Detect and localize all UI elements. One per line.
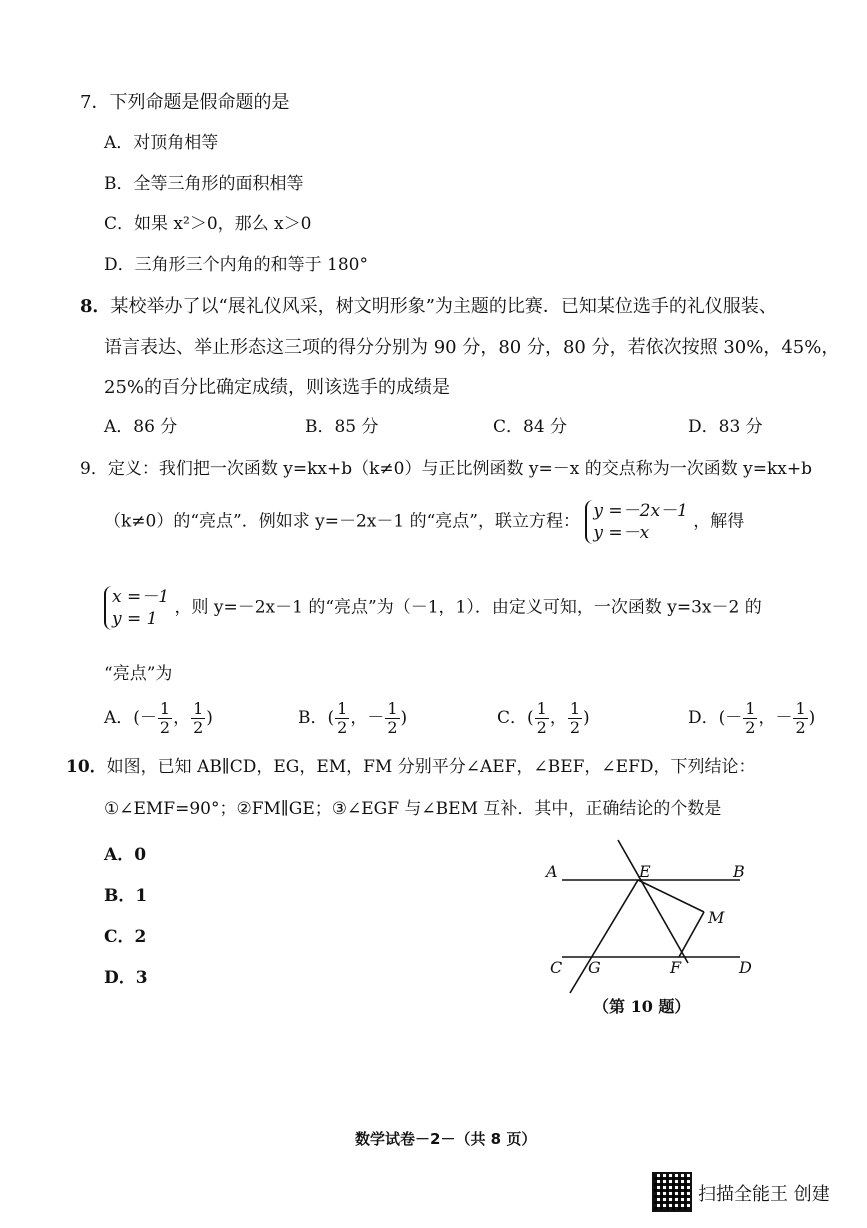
fraction-numerator: 1 xyxy=(193,699,204,718)
q8-option-d: D．83 分 xyxy=(688,417,763,437)
q9-line-3 xyxy=(104,586,762,630)
q7-option-b: B．全等三角形的面积相等 xyxy=(104,174,304,194)
fraction-denominator: 2 xyxy=(795,718,806,737)
fraction-denominator: 2 xyxy=(159,718,171,737)
point-label-g: G xyxy=(588,958,601,977)
q10-option-b: B．1 xyxy=(104,886,148,906)
qr-code-icon xyxy=(652,1172,692,1212)
fraction-numerator: 1 xyxy=(159,699,171,718)
point-label-m: M xyxy=(708,908,725,927)
comma: ， xyxy=(350,708,368,728)
q9-option-c xyxy=(497,700,590,737)
fraction-numerator: 1 xyxy=(536,699,547,718)
q9-text-2b: ，解得 xyxy=(693,511,745,532)
q9-line-2 xyxy=(104,500,744,544)
fraction-numerator: 1 xyxy=(337,699,348,718)
q8-text-1: 某校举办了以“展礼仪风采，树文明形象”为主题的比赛．已知某位选手的礼仪服装、 xyxy=(110,296,777,317)
q9-option-a-label: A． xyxy=(104,708,134,728)
q9-eq-1: y =－2x－1 xyxy=(593,501,688,521)
q9-number: 9． xyxy=(80,459,108,479)
paren-right: ) xyxy=(206,708,213,728)
q8-option-a: A．86 分 xyxy=(104,417,178,437)
fraction-numerator: 1 xyxy=(569,699,581,718)
fraction-denominator: 2 xyxy=(337,718,348,737)
line-fm xyxy=(679,912,704,957)
fraction-half xyxy=(568,700,582,737)
fraction-half xyxy=(191,700,205,737)
point-label-e: E xyxy=(639,862,651,881)
q10-option-c: C．2 xyxy=(104,927,147,947)
q10-figure-caption: （第 10 题） xyxy=(593,997,691,1016)
q9-option-b-label: B． xyxy=(298,708,328,728)
q7-option-d: D．三角形三个内角的和等于 180° xyxy=(104,255,368,275)
minus-sign: － xyxy=(725,708,743,728)
q10-text-1: 如图，已知 AB∥CD，EG，EM，FM 分别平分∠AEF，∠BEF，∠EFD，下列结论： xyxy=(106,757,756,777)
q9-option-b xyxy=(298,700,407,737)
point-label-d: D xyxy=(739,958,752,977)
q9-text-3: ，则 y=－2x－1 的“亮点”为（－1，1）．由定义可知，一次函数 y=3x－2 的 xyxy=(174,597,762,618)
q8-option-c: C．84 分 xyxy=(493,417,568,437)
minus-sign: － xyxy=(139,708,157,728)
q7-stem-line xyxy=(80,92,289,114)
q7-stem: 下列命题是假命题的是 xyxy=(109,92,290,113)
q9-option-d xyxy=(688,700,815,737)
q10-line-2: ①∠EMF=90°；②FM∥GE；③∠EGF 与∠BEM 互补．其中，正确结论的个数是 xyxy=(104,799,722,819)
q7-number: 7． xyxy=(80,92,110,113)
point-label-c: C xyxy=(550,958,563,977)
minus-sign: － xyxy=(367,708,385,728)
fraction-half xyxy=(535,700,549,737)
q9-option-d-label: D． xyxy=(688,708,719,728)
q9-text-2a: （k≠0）的“亮点”．例如求 y=－2x－1 的“亮点”，联立方程： xyxy=(104,511,580,532)
minus-sign: － xyxy=(775,708,793,728)
comma: ， xyxy=(758,708,776,728)
q10-number: 10． xyxy=(66,757,107,777)
point-label-a: A xyxy=(546,862,558,881)
paren-left: ( xyxy=(327,708,335,728)
q7-option-a: A．对顶角相等 xyxy=(104,133,219,153)
paren-left: ( xyxy=(133,708,140,728)
q7-option-c: C．如果 x²＞0，那么 x＞0 xyxy=(104,214,312,234)
q10-option-d: D．3 xyxy=(104,968,148,988)
q8-line-1 xyxy=(80,296,777,318)
q10-option-a: A．0 xyxy=(104,845,147,865)
q9-sol-1: x =－1 xyxy=(112,587,170,607)
page-footer: 数学试卷－2－（共 8 页） xyxy=(355,1130,537,1148)
q9-option-c-label: C． xyxy=(497,708,528,728)
q8-line-2: 语言表达、举止形态这三项的得分分别为 90 分，80 分，80 分，若依次按照 30%，45%， xyxy=(104,337,840,358)
fraction-half xyxy=(158,700,172,737)
fraction-denominator: 2 xyxy=(387,718,398,737)
scanner-watermark: 扫描全能王 创建 xyxy=(698,1184,830,1205)
q9-text-1: 定义：我们把一次函数 y=kx+b（k≠0）与正比例函数 y=－x 的交点称为一次函数 y=kx+b xyxy=(107,459,812,479)
fraction-numerator: 1 xyxy=(795,699,806,718)
fraction-half xyxy=(385,700,399,737)
paren-right: ) xyxy=(583,708,590,728)
q9-line-4: “亮点”为 xyxy=(104,664,173,684)
point-label-b: B xyxy=(733,862,745,881)
q8-line-3: 25%的百分比确定成绩，则该选手的成绩是 xyxy=(104,377,451,398)
q8-number: 8． xyxy=(80,296,111,317)
paren-right: ) xyxy=(808,708,816,728)
comma: ， xyxy=(549,708,567,728)
line-em xyxy=(638,880,704,912)
paren-right: ) xyxy=(400,708,408,728)
paren-left: ( xyxy=(718,708,726,728)
fraction-numerator: 1 xyxy=(387,699,398,718)
line-eg xyxy=(570,880,638,993)
q9-equation-system xyxy=(585,500,687,544)
q9-eq-2: y =－x xyxy=(593,523,650,543)
line-ef-transversal xyxy=(618,840,688,963)
fraction-denominator: 2 xyxy=(569,718,581,737)
fraction-numerator: 1 xyxy=(745,699,756,718)
q8-option-b: B．85 分 xyxy=(305,417,379,437)
q10-line-1 xyxy=(66,756,756,778)
q10-geometry-figure xyxy=(540,838,770,1018)
comma: ， xyxy=(173,708,191,728)
q9-line-1 xyxy=(80,458,812,480)
q9-option-a xyxy=(104,700,213,737)
point-label-f: F xyxy=(670,958,682,977)
fraction-denominator: 2 xyxy=(745,718,756,737)
fraction-half xyxy=(793,700,807,737)
paren-left: ( xyxy=(527,708,534,728)
q9-solution-system xyxy=(104,586,169,630)
q9-sol-2: y = 1 xyxy=(112,609,158,629)
fraction-denominator: 2 xyxy=(193,718,204,737)
fraction-half xyxy=(743,700,757,737)
fraction-half xyxy=(335,700,349,737)
fraction-denominator: 2 xyxy=(536,718,547,737)
